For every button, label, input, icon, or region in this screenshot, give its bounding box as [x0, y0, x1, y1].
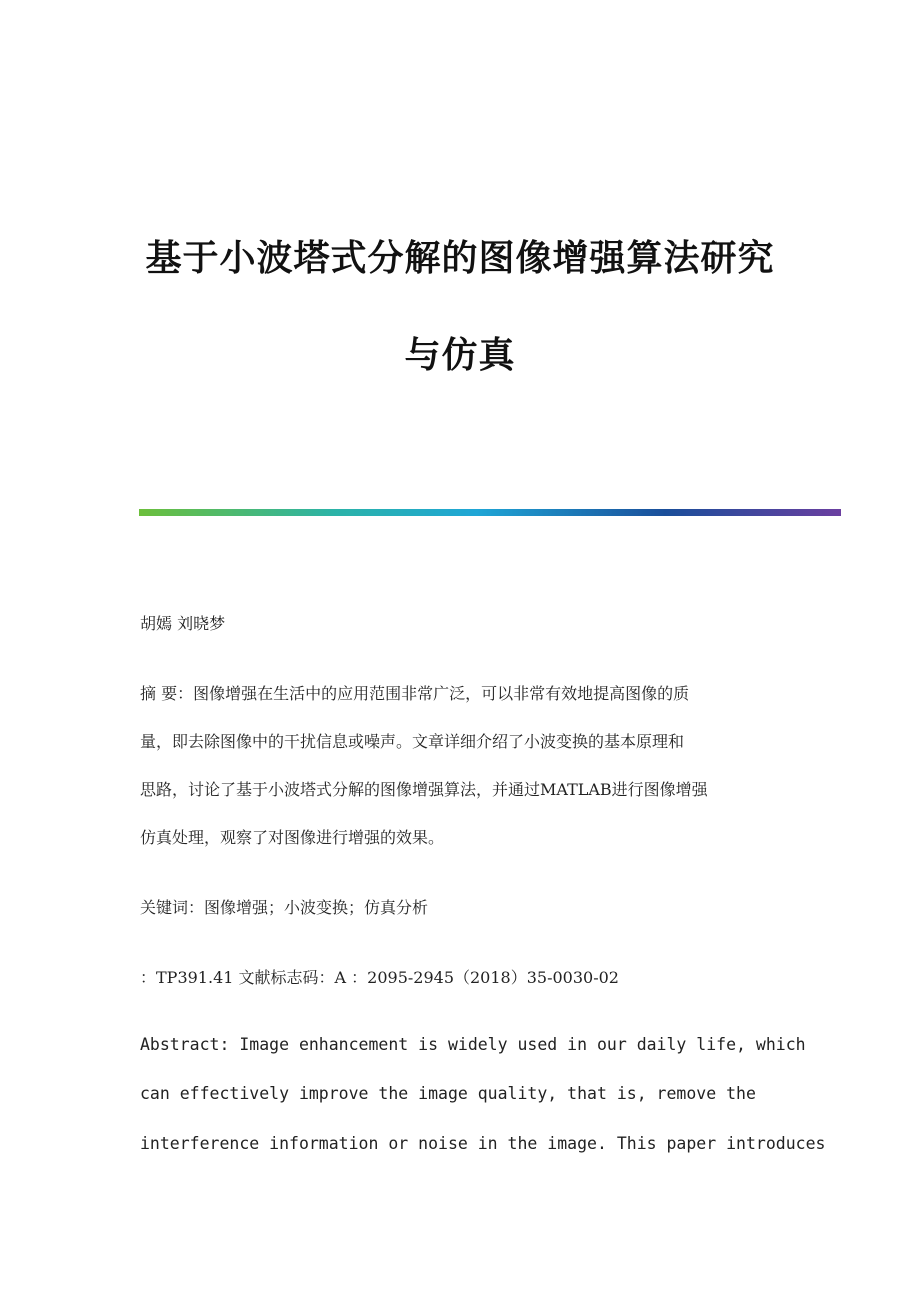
- paper-title-line-2: 与仿真: [404, 334, 516, 376]
- abstract-cn-line: 摘 要：图像增强在生活中的应用范围非常广泛，可以非常有效地提高图像的质: [140, 684, 690, 703]
- gradient-divider: [139, 509, 841, 516]
- abstract-cn-line: 量，即去除图像中的干扰信息或噪声。文章详细介绍了小波变换的基本原理和: [140, 732, 685, 751]
- abstract-cn-line: 思路，讨论了基于小波塔式分解的图像增强算法，并通过MATLAB进行图像增强: [140, 780, 708, 799]
- abstract-en-line: can effectively improve the image quality, that is, remove the: [140, 1084, 756, 1103]
- keywords: 关键词：图像增强；小波变换；仿真分析: [140, 898, 429, 917]
- abstract-en-line: interference information or noise in the image. This paper introduces: [140, 1134, 826, 1153]
- paper-title-line-1: 基于小波塔式分解的图像增强算法研究: [145, 237, 775, 279]
- abstract-en-line: Abstract: Image enhancement is widely used in our daily life, which: [140, 1035, 806, 1054]
- authors: 胡嫣 刘晓梦: [140, 614, 226, 633]
- classification-info: ：TP391.41 文献标志码：A ：2095-2945（2018）35-0030-02: [140, 968, 619, 987]
- abstract-cn-line: 仿真处理，观察了对图像进行增强的效果。: [140, 828, 445, 847]
